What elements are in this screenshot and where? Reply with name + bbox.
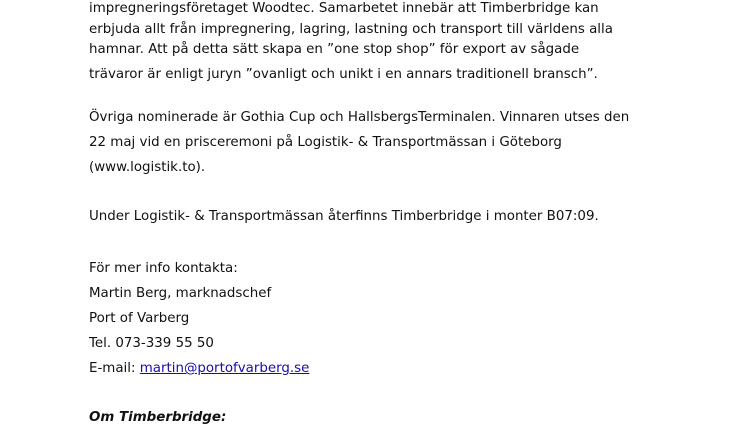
paragraph1-line: hamnar. Att på detta sätt skapa en ”one stop shop” för export av sågade [89,42,580,57]
paragraph1-line: impregneringsföretaget Woodtec. Samarbetet innebär att Timberbridge kan [89,1,599,16]
about-heading: Om Timberbridge: [89,410,227,425]
paragraph3-text: Under Logistik- & Transportmässan återfinns Timberbridge i monter B07:09. [89,209,599,224]
contact-heading: För mer info kontakta: [89,261,238,276]
paragraph2-line: 22 maj vid en prisceremoni på Logistik- & Transportmässan i Göteborg [89,135,562,150]
email-link[interactable]: martin@portofvarberg.se [139,361,310,376]
contact-company: Port of Varberg [89,311,190,326]
paragraph1-line: trävaror är enligt juryn ”ovanligt och unikt i en annars traditionell bransch”. [89,67,598,82]
paragraph2-line: Övriga nominerade är Gothia Cup och HallsbergsTerminalen. Vinnaren utses den [89,110,630,125]
email-label: E-mail: [89,361,140,376]
contact-email-line [89,360,309,378]
contact-name: Martin Berg, marknadschef [89,286,272,301]
contact-phone: Tel. 073-339 55 50 [89,336,214,351]
paragraph1-line: erbjuda allt från impregnering, lagring, lastning och transport till världens alla [89,22,613,37]
paragraph2-line: (www.logistik.to). [89,160,206,175]
